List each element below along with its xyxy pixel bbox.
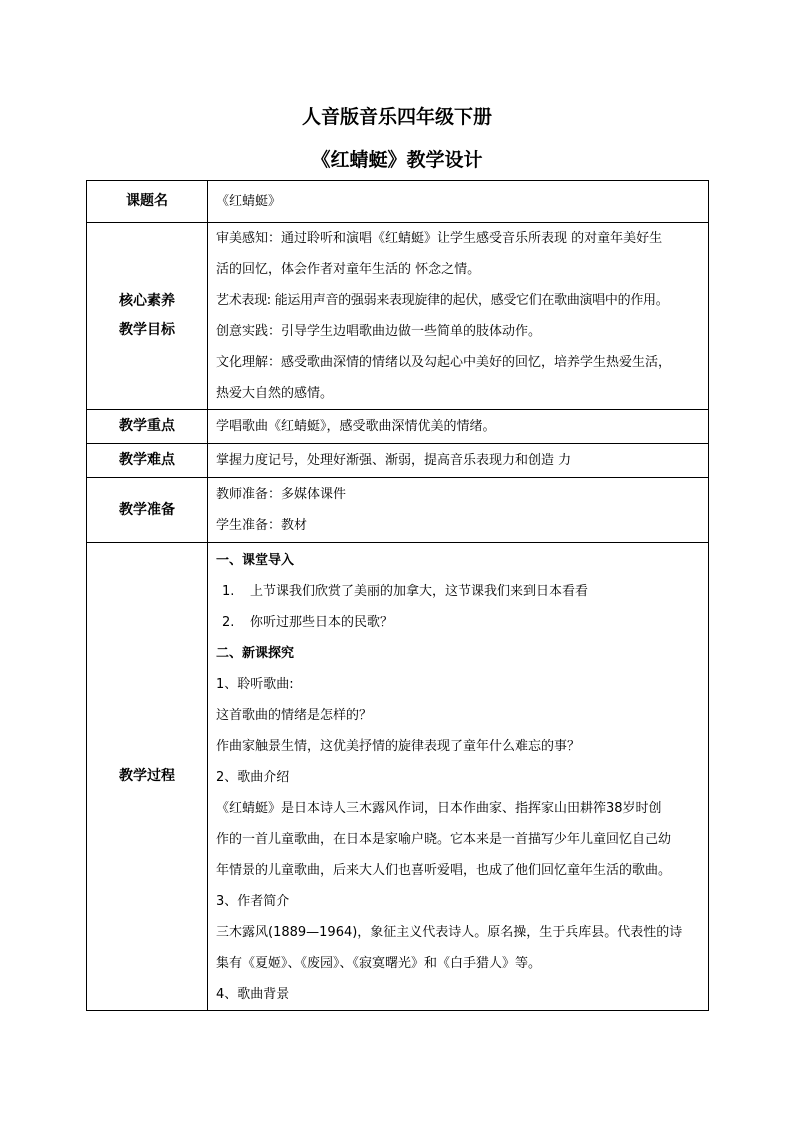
preparation-line: 学生准备：教材 bbox=[216, 518, 308, 533]
difficulties-label: 教学难点 bbox=[87, 444, 208, 478]
subsection-heading: 3、作者简介 bbox=[216, 894, 290, 909]
subsection-heading: 4、歌曲背景 bbox=[216, 987, 290, 1002]
paragraph-line: 作曲家触景生情，这优美抒情的旋律表现了童年什么难忘的事？ bbox=[216, 739, 581, 754]
section-heading: 二、新课探究 bbox=[216, 646, 295, 661]
preparation-label: 教学准备 bbox=[87, 478, 208, 543]
paragraph-line: 集有《夏姬》、《废园》、《寂寞曙光》和《白手猎人》等。 bbox=[216, 956, 542, 971]
goals-line: 活的回忆，体会作者对童年生活的 怀念之情。 bbox=[216, 262, 481, 277]
topic-text: 《红蜻蜓》 bbox=[216, 194, 282, 209]
difficulties-text: 掌握力度记号，处理好渐强、渐弱，提高音乐表现力和创造 力 bbox=[216, 453, 572, 468]
table-row-process bbox=[87, 543, 709, 1011]
paragraph-line: 作的一首儿童歌曲，在日本是家喻户晓。它本来是一首描写少年儿童回忆自己幼 bbox=[216, 832, 672, 847]
goals-line: 艺术表现: 能运用声音的强弱来表现旋律的起伏，感受它们在歌曲演唱中的作用。 bbox=[216, 293, 669, 308]
goals-label-line1: 核心素养 bbox=[119, 293, 175, 309]
table-row-difficulties bbox=[87, 444, 709, 478]
process-label: 教学过程 bbox=[87, 543, 208, 1011]
goals-content bbox=[208, 223, 709, 410]
list-item bbox=[216, 576, 702, 607]
preparation-content bbox=[208, 478, 709, 543]
document-subtitle: 《红蜻蜓》教学设计 bbox=[311, 149, 483, 171]
key-points-label: 教学重点 bbox=[87, 410, 208, 444]
topic-value bbox=[208, 181, 709, 223]
lesson-plan-table bbox=[86, 180, 709, 1011]
list-item-number: 1. bbox=[222, 584, 235, 599]
goals-line: 文化理解：感受歌曲深情的情绪以及勾起心中美好的回忆，培养学生热爱生活， bbox=[216, 355, 672, 370]
subsection-heading: 2、歌曲介绍 bbox=[216, 770, 290, 785]
section-heading: 一、课堂导入 bbox=[216, 553, 295, 568]
preparation-line: 教师准备：多媒体课件 bbox=[216, 487, 347, 502]
key-points-value bbox=[208, 410, 709, 444]
list-item-number: 2. bbox=[222, 615, 235, 630]
list-item bbox=[216, 607, 702, 638]
key-points-text: 学唱歌曲《红蜻蜓》，感受歌曲深情优美的情绪。 bbox=[216, 419, 496, 434]
table-row-preparation bbox=[87, 478, 709, 543]
table-row-goals bbox=[87, 223, 709, 410]
goals-label bbox=[87, 223, 208, 410]
goals-line: 热爱大自然的感情。 bbox=[216, 386, 334, 401]
paragraph-line: 三木露风(1889—1964)，象征主义代表诗人。原名操，生于兵库县。代表性的诗 bbox=[216, 925, 683, 940]
list-item-text: 你听过那些日本的民歌？ bbox=[250, 615, 394, 630]
goals-label-line2: 教学目标 bbox=[119, 322, 175, 338]
process-content bbox=[208, 543, 709, 1011]
paragraph-line: 这首歌曲的情绪是怎样的？ bbox=[216, 708, 373, 723]
paragraph-line: 《红蜻蜓》是日本诗人三木露风作词，日本作曲家、指挥家山田耕筰38岁时创 bbox=[216, 801, 662, 816]
subsection-heading: 1、聆听歌曲: bbox=[216, 677, 294, 692]
difficulties-value bbox=[208, 444, 709, 478]
list-item-text: 上节课我们欣赏了美丽的加拿大，这节课我们来到日本看看 bbox=[250, 584, 589, 599]
table-row-topic bbox=[87, 181, 709, 223]
goals-line: 创意实践：引导学生边唱歌曲边做一些简单的肢体动作。 bbox=[216, 324, 542, 339]
goals-line: 审美感知：通过聆听和演唱《红蜻蜓》让学生感受音乐所表现 的对童年美好生 bbox=[216, 231, 663, 246]
table-row-key-points bbox=[87, 410, 709, 444]
topic-label: 课题名 bbox=[87, 181, 208, 223]
paragraph-line: 年情景的儿童歌曲，后来大人们也喜听爱唱，也成了他们回忆童年生活的歌曲。 bbox=[216, 863, 672, 878]
document-title: 人音版音乐四年级下册 bbox=[301, 106, 492, 128]
